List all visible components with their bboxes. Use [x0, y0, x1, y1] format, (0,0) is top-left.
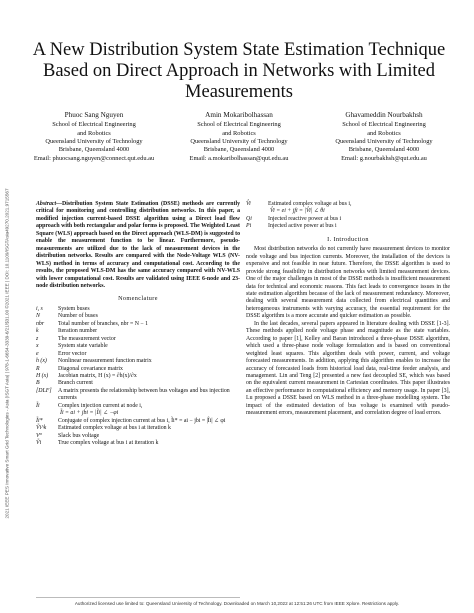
- author-city: Brisbane, Queensland 4000: [203, 146, 275, 154]
- nomenclature-symbol: Ṽi: [36, 440, 42, 447]
- nomenclature-item: [36, 418, 240, 425]
- nomenclature-symbol: Pi: [246, 223, 252, 230]
- nomenclature-symbol: k: [36, 328, 39, 335]
- nomenclature-item: [36, 380, 240, 387]
- nomenclature-list-continued: [246, 201, 450, 231]
- author-school: School of Electrical Engineering: [197, 121, 281, 129]
- author-university: Queensland University of Technology: [45, 138, 143, 145]
- nomenclature-definition: Slack bus voltage: [58, 432, 100, 439]
- nomenclature-symbol: Qi: [246, 215, 252, 222]
- author-name: Phuoc Sang Nguyen: [64, 111, 124, 119]
- nomenclature-definition-text: Estimated complex voltage at bus i,: [268, 201, 352, 207]
- author-1: [22, 111, 166, 163]
- abstract-text: —Distribution System State Estimation (DSSE) methods are currently critical for monitoring and controlling distribution networks. In this paper, a modified injection current-based DSSE algorithm using a Direct load flow approach with both rectangular and polar forms is proposed. The Weighted Least Square (WLS) approach based on the Direct approach (WLS-DM) is suggested to enable the measurement function to be linear. Furthermore, pseudo-measurements are utilized due to the lack of measurement devices in the distribution networks. Results are compared with the Node-Voltage WLS (NV-WLS) method in terms of accuracy and computational cost. According to the results, the proposed WLS-DM has the same accuracy compared with NV-WLS with lower computational cost. Results are validated using IEEE 6-node and 23-node distribution networks.: [36, 201, 240, 289]
- author-city: Brisbane, Queensland 4000: [58, 146, 130, 154]
- nomenclature-definition: Branch current: [58, 380, 93, 387]
- nomenclature-definition: [268, 201, 450, 216]
- side-identifier: [2, 118, 12, 588]
- nomenclature-symbol: H (x): [36, 372, 49, 379]
- nomenclature-definition: The measurement vector: [58, 335, 116, 342]
- author-university: Queensland University of Technology: [190, 138, 288, 145]
- nomenclature-formula: V̂i = ei + jfi = |V̂i| ∠ θi: [270, 208, 325, 215]
- nomenclature-symbol: x: [36, 343, 39, 350]
- nomenclature-symbol: h (x): [36, 358, 47, 365]
- nomenclature-definition: System buses: [58, 305, 90, 312]
- nomenclature-item: [36, 358, 240, 365]
- nomenclature-symbol: i, s: [36, 305, 43, 312]
- nomenclature-definition: [58, 403, 240, 418]
- nomenclature-symbol: [DLF]: [36, 387, 52, 394]
- nomenclature-item: [36, 366, 240, 373]
- author-2: [167, 111, 311, 163]
- nomenclature-definition: Conjugate of complex injection current at bus i, Ĩi* = ai − jbi = |Ĩi| ∠ φi: [58, 417, 226, 424]
- nomenclature-item: [246, 223, 450, 230]
- nomenclature-definition: A matrix presents the relationship between bus voltages and bus injection currents: [58, 387, 230, 402]
- abstract: [36, 201, 240, 290]
- nomenclature-definition-text: Complex injection current at node i,: [58, 402, 143, 409]
- nomenclature-definition: Estimated complex voltage at bus i at iteration k: [58, 425, 171, 432]
- nomenclature-symbol: V⁰: [36, 432, 42, 439]
- nomenclature-item: [246, 201, 450, 216]
- author-name: Amin Mokaribolhassan: [205, 111, 273, 119]
- author-school: School of Electrical Engineering: [52, 121, 136, 129]
- author-university: Queensland University of Technology: [335, 138, 433, 145]
- nomenclature-definition: Diagonal covariance matrix: [58, 365, 123, 372]
- nomenclature-symbol: Ĩi*: [36, 417, 43, 424]
- download-footer: Authorized licensed use limited to: Queensland University of Technology. Downloaded on March 10,2022 at 12:51:26 UTC from IEEE Xplore. Restrictions apply.: [74, 601, 400, 606]
- nomenclature-symbol: z: [36, 335, 39, 342]
- author-school-2: and Robotics: [77, 129, 111, 137]
- nomenclature-definition: True complex voltage at bus i at iteration k: [58, 440, 159, 447]
- nomenclature-definition: Iteration number: [58, 328, 98, 335]
- nomenclature-item: [36, 425, 240, 432]
- nomenclature-symbol: e: [36, 350, 39, 357]
- nomenclature-item: [36, 373, 240, 380]
- author-school: School of Electrical Engineering: [342, 121, 426, 129]
- nomenclature-definition: Injected reactive power at bus i: [268, 215, 342, 222]
- nomenclature-item: [36, 328, 240, 335]
- nomenclature-item: [36, 336, 240, 343]
- paper-title: A New Distribution System State Estimation Technique Based on Direct Approach in Networks with Limited Measurements: [32, 40, 446, 102]
- nomenclature-item: [36, 403, 240, 418]
- abstract-lead: Abstract: [36, 201, 57, 207]
- author-email: Email: g.nourbakhsh@qut.edu.au: [341, 154, 427, 162]
- author-school-2: and Robotics: [222, 129, 256, 137]
- nomenclature-definition: Total number of branches, nbr = N − 1: [58, 320, 149, 327]
- nomenclature-item: [36, 433, 240, 440]
- nomenclature-definition: Jacobian matrix, H (x) = ∂h(x)/∂x: [58, 372, 137, 379]
- nomenclature-definition: System state variable: [58, 343, 108, 350]
- introduction-paragraph-2: In the last decades, several papers appeared in literature dealing with DSSE [1-3]. These methods applied node voltage phase and magnitude as the state variables. According to paper [1], Kelley and Baran introduced a three-phase DSSE algorithm, which used a three-phase node voltage formulation and is based on conventional weighted least squares. This algorithm deals with power, current, and voltage forecasted measurements. In addition, applying this algorithm enables to increase the accuracy of forecasted loads from historical load data, real-time feeder analysis, and management. Lin and Teng [2] presented a new fast decoupled SE, which was based on the equivalent current measurement in Cartesian coordinates. This paper illustrates an effective performance in computational efficiency and memory usage. In paper [3], Lu proposed a DSSE based on WLS method in a three-phase modelling system. The impact of the estimated deviation of bus voltage is examined with pseudo-measurement errors, measurement placement, and correlation degree of load errors.: [246, 320, 450, 417]
- nomenclature-formula: Ĩi = ai + jbi = |Ĩi| ∠ −φi: [60, 410, 119, 417]
- author-3: [312, 111, 456, 163]
- author-school-2: and Robotics: [367, 129, 401, 137]
- side-identifier-text: 2021 IEEE PES Innovative Smart Grid Technologies - Asia (ISGT Asia) | 978-1-6654-3339-6/21/$31.00 ©2021 IEEE | DOI: 10.1109/ISGTAsia49270.2021.9715567: [4, 187, 10, 519]
- nomenclature-item: [36, 440, 240, 447]
- author-email: Email: phuocsang.nguyen@connect.qut.edu.au: [33, 154, 155, 162]
- nomenclature-definition: Injected active power at bus i: [268, 223, 337, 230]
- introduction-heading: I. Introduction: [327, 235, 369, 243]
- nomenclature-symbol: V̂i: [246, 201, 251, 207]
- nomenclature-definition: Number of buses: [58, 313, 98, 320]
- nomenclature-item: [36, 388, 240, 403]
- nomenclature-item: [36, 321, 240, 328]
- nomenclature-item: [36, 351, 240, 358]
- right-column: [246, 201, 450, 418]
- nomenclature-symbol: B: [36, 380, 40, 387]
- author-city: Brisbane, Queensland 4000: [348, 146, 420, 154]
- nomenclature-symbol: Ĩi: [36, 402, 40, 409]
- author-block: [22, 111, 456, 163]
- nomenclature-definition: Nonlinear measurement function matrix: [58, 358, 152, 365]
- nomenclature-definition: Error vector: [58, 350, 87, 357]
- author-name: Ghavameddin Nourbakhsh: [345, 111, 423, 119]
- nomenclature-heading: Nomenclature: [118, 295, 158, 303]
- nomenclature-symbol: Ṽi^k: [36, 425, 47, 432]
- nomenclature-item: [36, 313, 240, 320]
- nomenclature-item: [246, 216, 450, 223]
- nomenclature-symbol: N: [36, 313, 40, 320]
- nomenclature-symbol: nbr: [36, 320, 45, 327]
- footer-divider: [36, 597, 240, 598]
- introduction-paragraph-1: Most distribution networks do not currently have measurement devices to monitor node voltage and bus injection currents. Moreover, the installation of the devices is expensive and not feasible in near future. Therefore, the DSSE algorithm is used to provide strong feasibility in distribution networks with limited measurement devices. One of the major challenges in most of the DSSE methods is insufficient measurement data for technical and economic reasons. This fact leads to convergence issues in the state estimation algorithm because of the lack of measurement redundancy. Moreover, dealing with several measurement data collected from electrical quantities and heterogeneous instruments with varying accuracy, the essential requirement for the DSSE algorithm is a more accurate and quicker estimation as possible.: [246, 246, 450, 320]
- nomenclature-list: [36, 306, 240, 448]
- author-email: Email: a.mokaribolhassan@qut.edu.au: [189, 154, 289, 162]
- nomenclature-symbol: R: [36, 365, 40, 372]
- left-column: [36, 201, 240, 448]
- nomenclature-item: [36, 343, 240, 350]
